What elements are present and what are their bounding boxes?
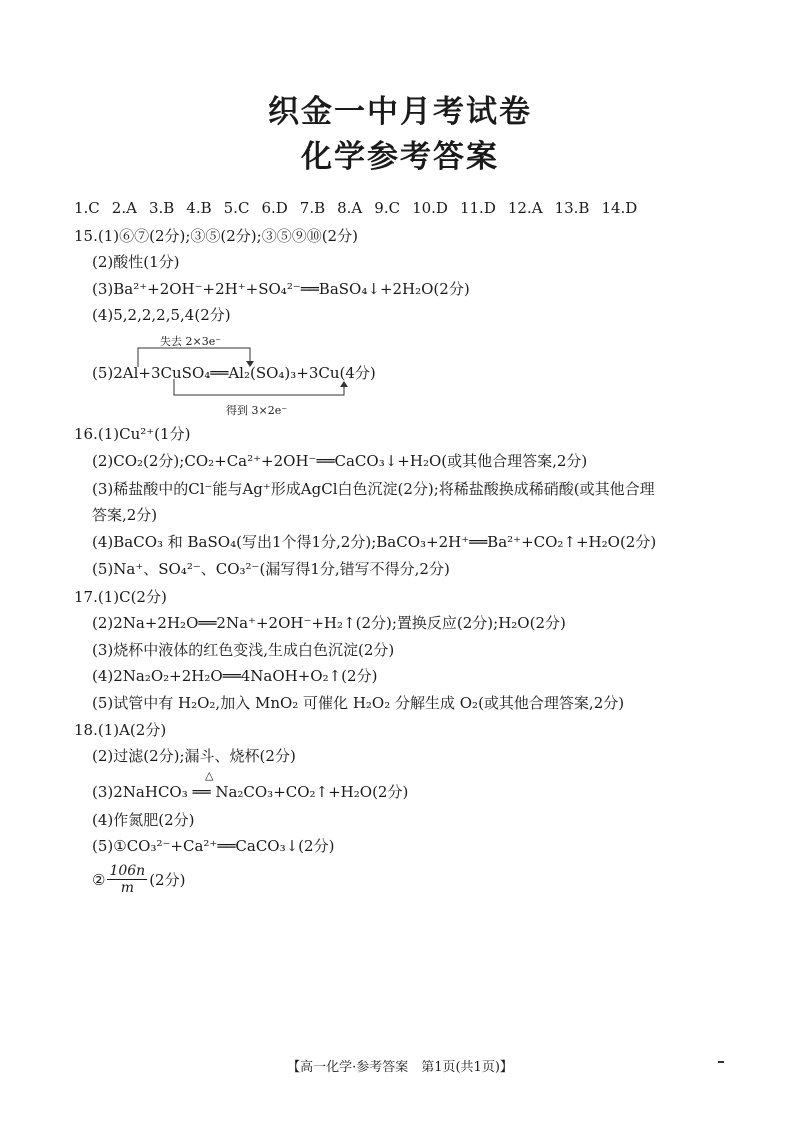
heat-condition-mark: △	[205, 769, 214, 782]
page-title: 织金一中月考试卷	[268, 94, 532, 130]
electron-gain-label: 得到 3×2e⁻	[226, 404, 288, 417]
q18-part6-suffix: (2分)	[149, 871, 186, 889]
choice-answer: 5.C	[223, 199, 250, 217]
q17-part5: (5)试管中有 H₂O₂,加入 MnO₂ 可催化 H₂O₂ 分解生成 O₂(或其他合理答案,2分)	[92, 694, 625, 712]
choice-answer: 11.D	[459, 199, 496, 217]
q16-part4: (4)BaCO₃ 和 BaSO₄(写出1个得1分,2分);BaCO₃+2H⁺══Ba²⁺+CO₂↑+H₂O(2分)	[92, 533, 657, 551]
q16-part2: (2)CO₂(2分);CO₂+Ca²⁺+2OH⁻══CaCO₃↓+H₂O(或其他合理答案,2分)	[92, 452, 588, 470]
q17-part2: (2)2Na+2H₂O══2Na⁺+2OH⁻+H₂↑(2分);置换反应(2分);H₂O(2分)	[92, 614, 566, 632]
q15-part4: (4)5,2,2,2,5,4(2分)	[92, 306, 231, 324]
choice-answer: 10.D	[412, 199, 448, 217]
choice-answer: 1.C	[74, 199, 100, 217]
choice-answer: 12.A	[507, 199, 543, 217]
q18-part1: 18.(1)A(2分)	[74, 721, 167, 739]
q16-part3a: (3)稀盐酸中的Cl⁻能与Ag⁺形成AgCl白色沉淀(2分);将稀盐酸换成稀硝酸(或其他合理	[92, 480, 655, 498]
q15-part1: 15.(1)⑥⑦(2分);③⑤(2分);③⑤⑨⑩(2分)	[74, 227, 358, 245]
q18-part6	[92, 863, 185, 896]
q15-part5: (5)2Al+3CuSO₄══Al₂(SO₄)₃+3Cu(4分)	[92, 364, 376, 382]
fraction-denominator: m	[120, 880, 134, 896]
page-subtitle: 化学参考答案	[301, 139, 499, 175]
electron-lost-label: 失去 2×3e⁻	[160, 335, 222, 348]
choice-answer: 3.B	[148, 199, 175, 217]
choice-answer: 4.B	[186, 199, 212, 217]
choice-answer: 7.B	[299, 199, 326, 217]
choice-answer: 14.D	[601, 199, 638, 217]
q17-part1: 17.(1)C(2分)	[74, 588, 167, 606]
q18-part3: (3)2NaHCO₃ ══ Na₂CO₃+CO₂↑+H₂O(2分)	[92, 783, 409, 801]
multiple-choice-answers	[74, 198, 649, 218]
choice-answer: 9.C	[374, 199, 401, 217]
q18-part5: (5)①CO₃²⁻+Ca²⁺══CaCO₃↓(2分)	[92, 837, 335, 855]
q16-part1: 16.(1)Cu²⁺(1分)	[74, 425, 191, 443]
q18-part2: (2)过滤(2分);漏斗、烧杯(2分)	[92, 747, 296, 765]
choice-answer: 8.A	[337, 199, 363, 217]
choice-answer: 13.B	[554, 199, 590, 217]
q18-part4: (4)作氮肥(2分)	[92, 811, 195, 829]
q18-part6-prefix: ②	[92, 870, 106, 889]
fraction	[107, 863, 147, 896]
q17-part4: (4)2Na₂O₂+2H₂O══4NaOH+O₂↑(2分)	[92, 667, 378, 685]
fraction-numerator: 106n	[109, 863, 146, 879]
q16-part3b: 答案,2分)	[92, 506, 158, 524]
choice-answer: 2.A	[111, 199, 137, 217]
corner-mark	[718, 1061, 724, 1063]
q15-part2: (2)酸性(1分)	[92, 253, 180, 271]
q16-part5: (5)Na⁺、SO₄²⁻、CO₃²⁻(漏写得1分,错写不得分,2分)	[92, 560, 450, 578]
choice-answer: 6.D	[261, 199, 288, 217]
q17-part3: (3)烧杯中液体的红色变浅,生成白色沉淀(2分)	[92, 641, 395, 659]
page-footer: 【高一化学·参考答案 第1页(共1页)】	[287, 1060, 513, 1075]
q15-part3: (3)Ba²⁺+2OH⁻+2H⁺+SO₄²⁻══BaSO₄↓+2H₂O(2分)	[92, 280, 470, 298]
